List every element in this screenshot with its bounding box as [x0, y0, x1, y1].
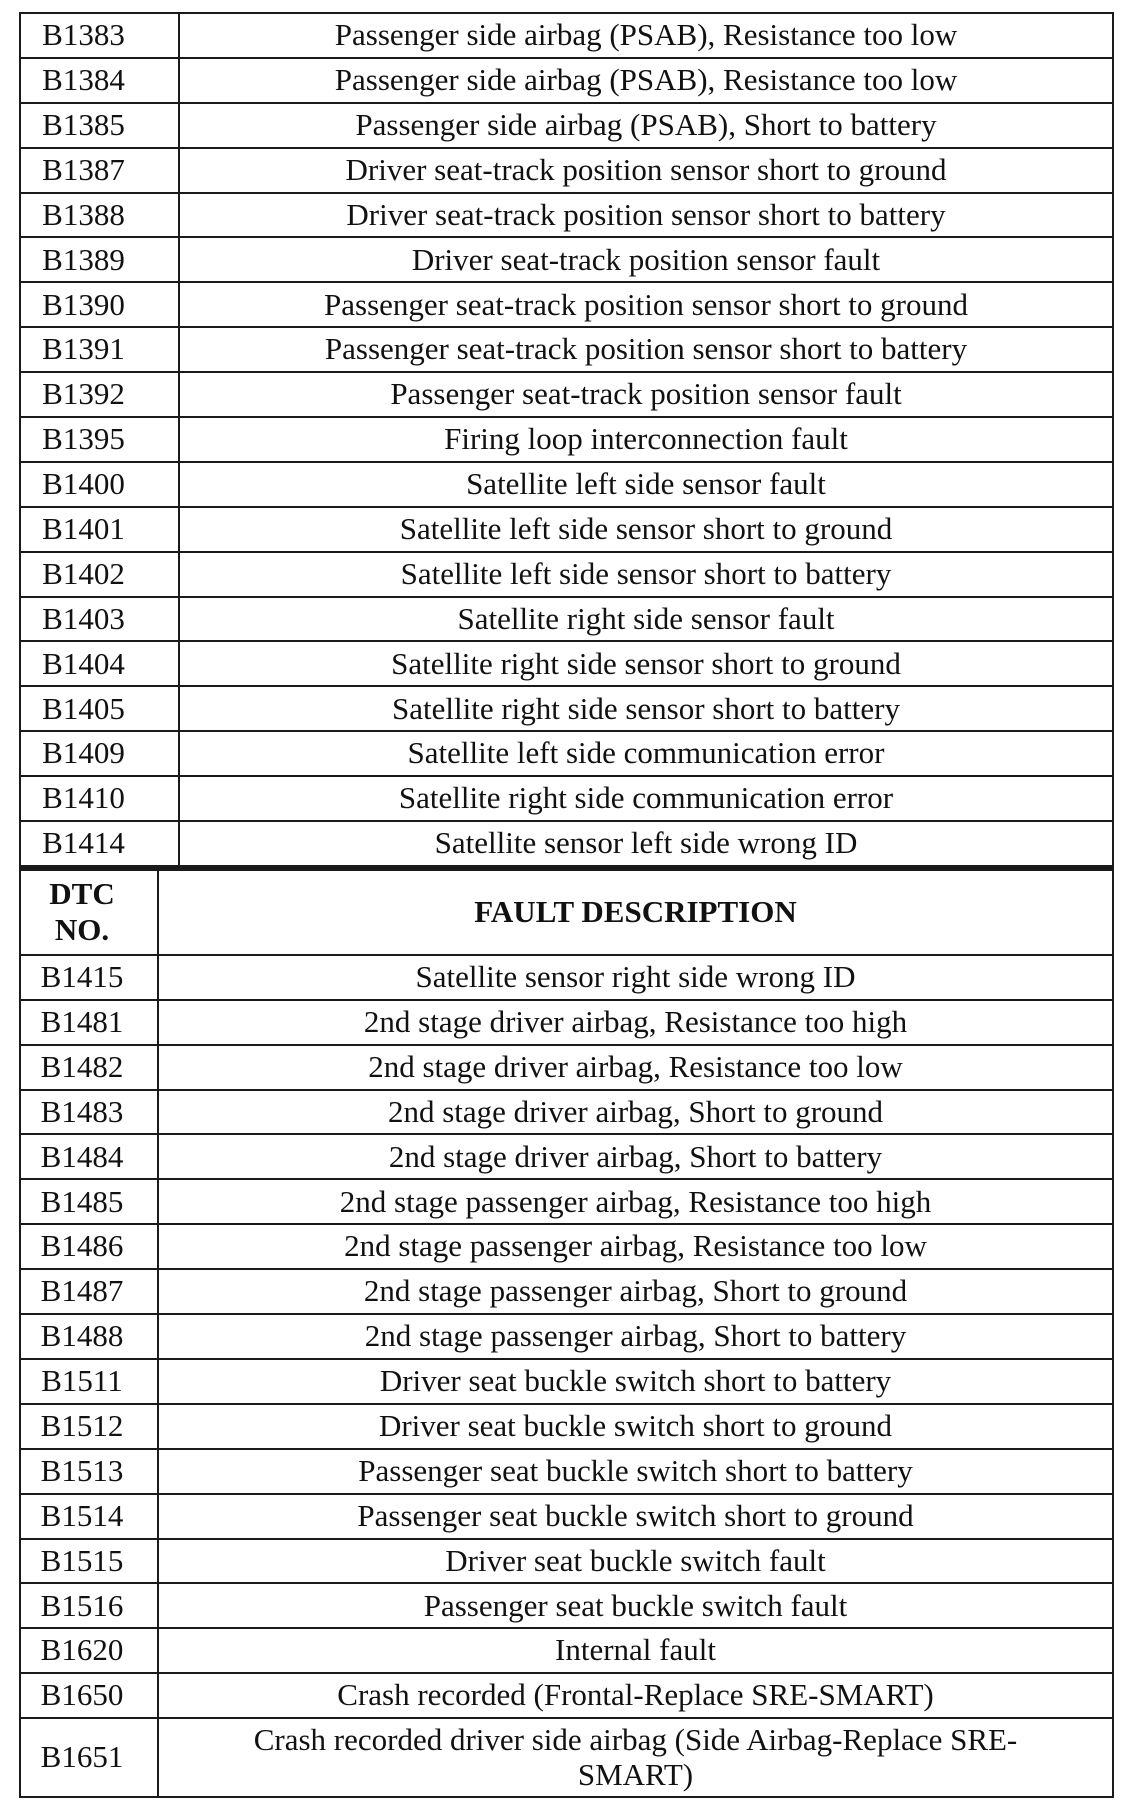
dtc-document	[19, 12, 1112, 1798]
table-row	[20, 1673, 1113, 1718]
fault-description-cell: Driver seat-track position sensor short to ground	[179, 148, 1113, 193]
table-row	[20, 1224, 1113, 1269]
table-row	[20, 731, 1113, 776]
table-row	[20, 13, 1113, 58]
dtc-code-cell: B1481	[20, 1000, 158, 1045]
table-row	[20, 1314, 1113, 1359]
fault-description-cell: Passenger seat buckle switch fault	[158, 1583, 1113, 1628]
dtc-code-cell: B1651	[20, 1718, 158, 1797]
dtc-code-cell: B1483	[20, 1090, 158, 1135]
dtc-code-cell: B1387	[20, 148, 179, 193]
fault-description-cell: Satellite left side sensor short to battery	[179, 552, 1113, 597]
dtc-code-cell: B1486	[20, 1224, 158, 1269]
table-row	[20, 327, 1113, 372]
dtc-table-top	[19, 12, 1114, 867]
table-row	[20, 462, 1113, 507]
fault-description-cell: Crash recorded (Frontal-Replace SRE-SMART)	[158, 1673, 1113, 1718]
fault-description-cell: Driver seat buckle switch short to battery	[158, 1359, 1113, 1404]
fault-description-cell: 2nd stage passenger airbag, Resistance too high	[158, 1179, 1113, 1224]
table-row	[20, 821, 1113, 866]
fault-description-cell: Satellite sensor left side wrong ID	[179, 821, 1113, 866]
dtc-code-cell: B1488	[20, 1314, 158, 1359]
dtc-code-cell: B1395	[20, 417, 179, 462]
fault-description-cell: Passenger side airbag (PSAB), Resistance too low	[179, 58, 1113, 103]
table-row	[20, 372, 1113, 417]
dtc-code-cell: B1400	[20, 462, 179, 507]
fault-description-cell: Passenger seat-track position sensor short to battery	[179, 327, 1113, 372]
fault-description-cell: Passenger seat-track position sensor fault	[179, 372, 1113, 417]
dtc-code-cell: B1516	[20, 1583, 158, 1628]
table-row	[20, 686, 1113, 731]
table-row	[20, 103, 1113, 148]
table-row	[20, 1359, 1113, 1404]
table-row	[20, 641, 1113, 686]
fault-description-cell: Driver seat buckle switch fault	[158, 1539, 1113, 1584]
table-row	[20, 417, 1113, 462]
dtc-code-cell: B1389	[20, 237, 179, 282]
dtc-code-cell: B1511	[20, 1359, 158, 1404]
dtc-code-cell: B1409	[20, 731, 179, 776]
dtc-code-cell: B1620	[20, 1628, 158, 1673]
dtc-code-cell: B1404	[20, 641, 179, 686]
table-row	[20, 955, 1113, 1000]
fault-description-cell: Passenger seat buckle switch short to battery	[158, 1449, 1113, 1494]
dtc-table-bottom	[19, 867, 1114, 1798]
dtc-code-cell: B1512	[20, 1404, 158, 1449]
table-row	[20, 1539, 1113, 1584]
dtc-code-cell: B1392	[20, 372, 179, 417]
dtc-no-header-line2: NO.	[54, 912, 110, 948]
fault-description-cell: Driver seat-track position sensor short to battery	[179, 193, 1113, 238]
dtc-no-header	[20, 869, 158, 955]
dtc-code-cell: B1401	[20, 507, 179, 552]
table-row	[20, 507, 1113, 552]
dtc-table-bottom-body	[20, 955, 1113, 1797]
fault-description-cell: 2nd stage driver airbag, Short to battery	[158, 1134, 1113, 1179]
dtc-table-top-body	[20, 13, 1113, 866]
fault-description-cell: 2nd stage passenger airbag, Resistance too low	[158, 1224, 1113, 1269]
fault-description-cell: Passenger side airbag (PSAB), Resistance too low	[179, 13, 1113, 58]
fault-description-cell: Crash recorded driver side airbag (Side Airbag-Replace SRE-SMART)	[158, 1718, 1113, 1797]
dtc-code-cell: B1385	[20, 103, 179, 148]
fault-description-cell: Firing loop interconnection fault	[179, 417, 1113, 462]
fault-description-cell: Satellite right side communication error	[179, 776, 1113, 821]
dtc-code-cell: B1390	[20, 282, 179, 327]
dtc-code-cell: B1484	[20, 1134, 158, 1179]
fault-description-cell: Satellite right side sensor short to battery	[179, 686, 1113, 731]
fault-description-cell: Internal fault	[158, 1628, 1113, 1673]
table-row	[20, 1494, 1113, 1539]
fault-description-cell: Satellite left side communication error	[179, 731, 1113, 776]
fault-description-cell: 2nd stage driver airbag, Short to ground	[158, 1090, 1113, 1135]
table-row	[20, 282, 1113, 327]
fault-description-cell: Satellite right side sensor short to ground	[179, 641, 1113, 686]
table-row	[20, 776, 1113, 821]
fault-description-cell: 2nd stage driver airbag, Resistance too low	[158, 1045, 1113, 1090]
dtc-code-cell: B1415	[20, 955, 158, 1000]
dtc-code-cell: B1403	[20, 597, 179, 642]
fault-description-cell: Driver seat-track position sensor fault	[179, 237, 1113, 282]
fault-description-cell: 2nd stage passenger airbag, Short to battery	[158, 1314, 1113, 1359]
fault-description-cell: Satellite left side sensor fault	[179, 462, 1113, 507]
fault-description-cell: Passenger seat buckle switch short to ground	[158, 1494, 1113, 1539]
fault-description-cell: 2nd stage driver airbag, Resistance too high	[158, 1000, 1113, 1045]
dtc-code-cell: B1391	[20, 327, 179, 372]
table-row	[20, 1583, 1113, 1628]
fault-description-cell: 2nd stage passenger airbag, Short to ground	[158, 1269, 1113, 1314]
fault-description-cell: Satellite right side sensor fault	[179, 597, 1113, 642]
dtc-code-cell: B1485	[20, 1179, 158, 1224]
fault-description-cell: Passenger seat-track position sensor short to ground	[179, 282, 1113, 327]
fault-description-header: FAULT DESCRIPTION	[158, 869, 1113, 955]
table-row	[20, 148, 1113, 193]
dtc-code-cell: B1414	[20, 821, 179, 866]
table-row	[20, 597, 1113, 642]
table-row	[20, 1718, 1113, 1797]
table-row	[20, 1000, 1113, 1045]
dtc-code-cell: B1402	[20, 552, 179, 597]
dtc-code-cell: B1482	[20, 1045, 158, 1090]
table-row	[20, 1269, 1113, 1314]
table-row	[20, 58, 1113, 103]
fault-description-cell: Driver seat buckle switch short to ground	[158, 1404, 1113, 1449]
table-row	[20, 1134, 1113, 1179]
dtc-code-cell: B1487	[20, 1269, 158, 1314]
table-row	[20, 193, 1113, 238]
table-row	[20, 552, 1113, 597]
table-row	[20, 1628, 1113, 1673]
fault-description-cell: Passenger side airbag (PSAB), Short to battery	[179, 103, 1113, 148]
dtc-code-cell: B1383	[20, 13, 179, 58]
dtc-no-header-line1: DTC	[49, 875, 115, 911]
dtc-code-cell: B1514	[20, 1494, 158, 1539]
header-row	[20, 869, 1113, 955]
dtc-table-header	[20, 869, 1113, 955]
dtc-code-cell: B1388	[20, 193, 179, 238]
dtc-code-cell: B1515	[20, 1539, 158, 1584]
table-row	[20, 1045, 1113, 1090]
fault-description-cell: Satellite sensor right side wrong ID	[158, 955, 1113, 1000]
dtc-code-cell: B1513	[20, 1449, 158, 1494]
dtc-code-cell: B1405	[20, 686, 179, 731]
dtc-code-cell: B1650	[20, 1673, 158, 1718]
table-row	[20, 1090, 1113, 1135]
dtc-code-cell: B1384	[20, 58, 179, 103]
table-row	[20, 1449, 1113, 1494]
table-row	[20, 1179, 1113, 1224]
dtc-code-cell: B1410	[20, 776, 179, 821]
fault-description-cell: Satellite left side sensor short to ground	[179, 507, 1113, 552]
table-row	[20, 1404, 1113, 1449]
table-row	[20, 237, 1113, 282]
